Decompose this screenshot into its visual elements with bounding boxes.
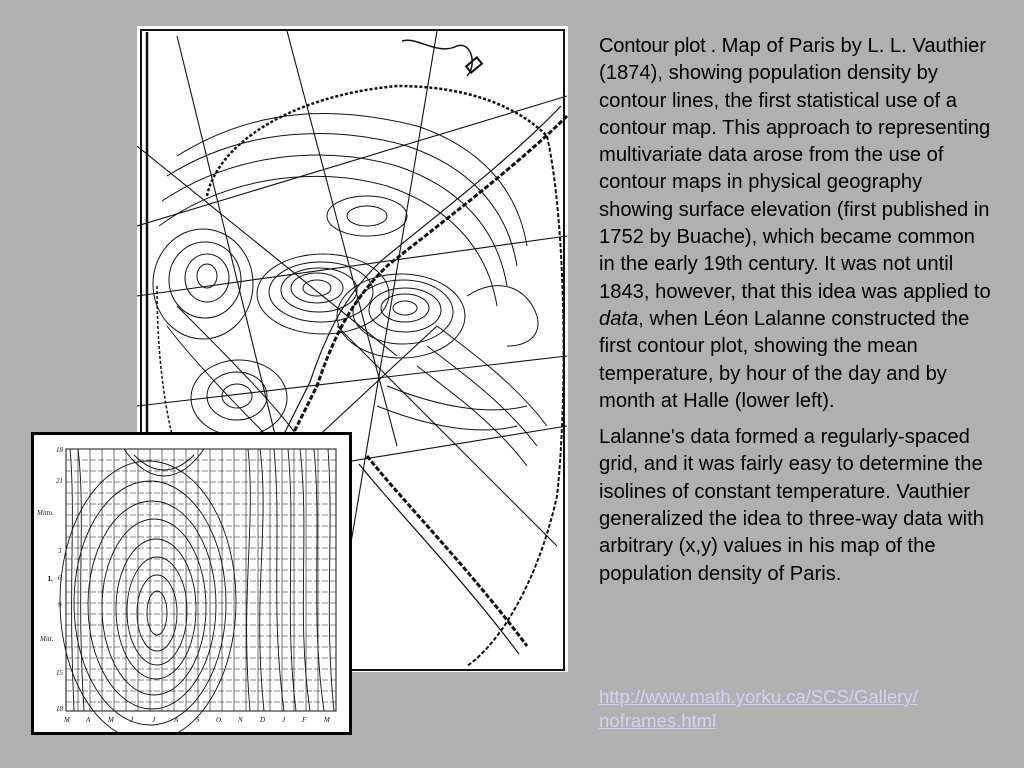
caption-paragraph-2: Lalanne's data formed a regularly-spaced grid, and it was fairly easy to determine the isolines of constant temperature. Vauthier generalized the idea to three-way data with arbitrary (x,y) values in his map of the population density of Paris. [599,426,984,585]
inset-x-label: J [282,716,286,724]
inset-y-label: 3 [58,547,62,555]
inset-x-label: M [108,716,114,724]
inset-side-label: I. [48,575,53,583]
inset-y-label: Mitt. [40,635,54,643]
inset-x-label: A [174,716,179,724]
caption-paragraph-1 [599,33,994,415]
inset-y-label: 9 [58,601,62,609]
inset-x-label: J [152,716,156,724]
caption-text: Map of Paris by L. L. Vauthier (1874), showing population density by contour lines, the first statistical use of a contour map. This approach to representing multivariate data arose from the use of contour maps in physical geography showing surface elevation (first published in 1752 by Buache), which became common in the early 19th century. It was not until 1843, however, that this idea was applied to [599,35,991,303]
inset-x-label: M [324,716,330,724]
inset-y-label: 6 [58,574,62,582]
source-link-line-1[interactable]: http://www.math.yorku.ca/SCS/Gallery/ [599,686,918,707]
inset-x-label: O. [216,716,223,724]
inset-drawing [34,435,349,732]
caption-text: , when Léon Lalanne constructed the first contour plot, showing the mean temperature, by hour of the day and by month at Halle (lower left). [599,307,970,412]
inset-x-label: J [130,716,134,724]
source-link-block [599,685,994,733]
inset-x-label: M [64,716,70,724]
inset-y-label: 21 [56,477,63,485]
caption-emphasis: data [599,307,639,330]
inset-y-label: Mittn. [37,509,54,517]
inset-y-label: 18 [56,705,63,713]
lalanne-temperature-plot [31,432,352,735]
inset-x-label: A [86,716,91,724]
inset-x-label: S [196,716,200,724]
inset-y-label: 18 [56,446,63,454]
caption [599,33,994,597]
inset-y-label: 15 [56,669,63,677]
caption-title: Contour plot . [599,35,716,57]
inset-x-label: N [238,716,243,724]
inset-x-label: D [260,716,266,724]
inset-x-label: F [302,716,307,724]
source-link-line-2[interactable]: noframes.html [599,710,717,731]
source-link[interactable] [599,685,994,733]
